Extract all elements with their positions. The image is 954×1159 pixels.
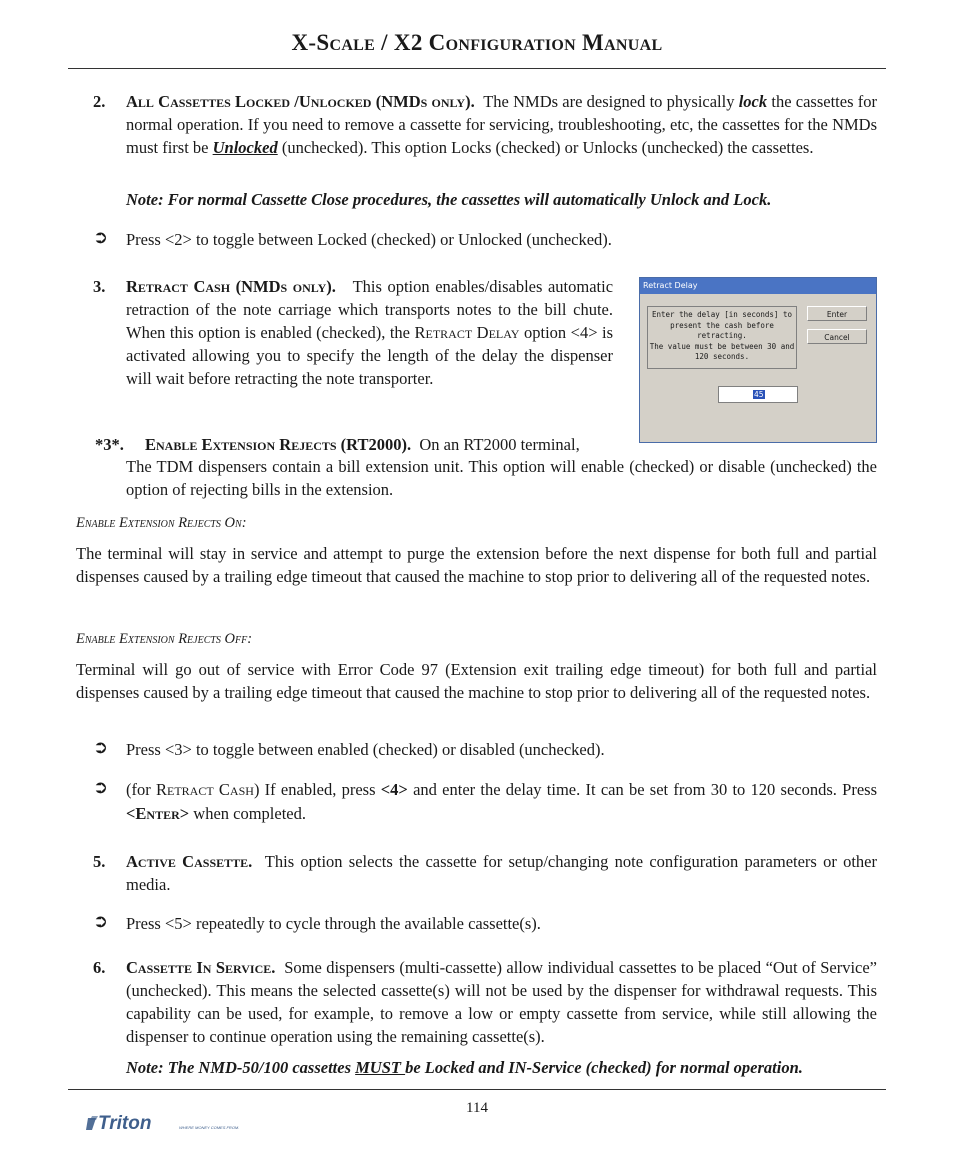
item-5-press: Press <5> repeatedly to cycle through the available cassette(s). (126, 914, 541, 933)
item-2-title: All Cassettes Locked /Unlocked (NMDs only). (126, 92, 475, 111)
dialog-cancel-button[interactable]: Cancel (807, 329, 867, 344)
item-2-press: Press <2> to toggle between Locked (checked) or Unlocked (unchecked). (126, 230, 612, 249)
retract-press-pre: (for (126, 780, 156, 799)
item-3b-title: Enable Extension Rejects (RT2000). (145, 435, 412, 454)
item-5-number: 5. (93, 852, 106, 871)
retract-delay-dialog (639, 277, 877, 443)
item-3-title: Retract Cash (NMDs only). (126, 277, 336, 296)
item-2-text-b: the cassettes for normal operation. If you need to remove a cassette for servicing, troubleshooting, etc, the cassettes for the NMDs must first be (126, 92, 877, 157)
retract-press-retract-cash: Retract Cash (156, 780, 254, 799)
item-2-text-c: (unchecked). This option Locks (checked) or Unlocks (unchecked) the cassettes. (277, 138, 814, 157)
item-3-text-a: This option enables/disables automatic retraction of the note carriage which transports notes to the bill chute. When this option is enabled (checked), the (126, 277, 614, 342)
retract-press-key4: <4> (380, 780, 408, 799)
retract-press-text (126, 778, 877, 826)
item-6-must: MUST (355, 1058, 406, 1077)
item-2-text-a: The NMDs are designed to physically (483, 92, 739, 111)
dialog-prompt-line: Enter the delay [in seconds] to (652, 310, 792, 319)
logo-tagline: WHERE MONEY COMES FROM. (179, 1125, 240, 1130)
ext-off-text: Terminal will go out of service with Error Code 97 (Extension exit trailing edge timeout) for both full and partial dispenses caused by a trailing edge timeout that caused the machine to stop prior to delivering all of the requested notes. (76, 660, 877, 702)
arrow-bullet-icon: ➲ (93, 777, 109, 798)
delay-input[interactable] (718, 386, 798, 403)
ext-on-heading: Enable Extension Rejects On: (76, 515, 247, 531)
item-5-paragraph (126, 850, 877, 896)
arrow-bullet-icon: ➲ (93, 911, 109, 932)
triton-logo (86, 1112, 256, 1136)
item-6-text: Some dispensers (multi-cassette) allow individual cassettes to be placed “Out of Service” (unchecked). This means the selected cassette(s) will not be used by the dispenser for withdrawal requests. This capability can be used, for example, to remove a low or empty cassette from service, while still allowing the dispenser to continue operation using the remaining cassette(s). (126, 958, 877, 1046)
item-3b-text: The TDM dispensers contain a bill extension unit. This option will enable (checked) or disable (unchecked) the option of rejecting bills in the extension. (126, 457, 877, 499)
item-2-number: 2. (93, 92, 106, 111)
arrow-bullet-icon: ➲ (93, 737, 109, 758)
dialog-prompt-line: present the cash before retracting. (670, 320, 774, 340)
item-3-text-b: option <4> is activated allowing you to specify the length of the delay the dispenser will wait before retracting the note transporter. (126, 323, 614, 388)
item-6-number: 6. (93, 958, 106, 977)
item-2-paragraph (126, 90, 877, 159)
dialog-prompt-line: The value must be between 30 and (649, 341, 795, 351)
page-number: 114 (466, 1100, 488, 1116)
dialog-enter-button[interactable]: Enter (807, 306, 867, 321)
delay-input-value: 45 (754, 390, 764, 399)
item-3b-heading-line (145, 433, 615, 456)
item-6-title: Cassette In Service. (126, 958, 276, 977)
retract-press-post: and enter the delay time. It can be set from 30 to 120 seconds. Press (407, 780, 878, 799)
dialog-prompt (647, 306, 797, 369)
page-header-title: X-Scale / X2 Configuration Manual (291, 30, 663, 55)
item-3b-text-a: On an RT2000 terminal, (419, 435, 580, 454)
footer-rule (68, 1089, 886, 1090)
item-3-retract-delay: Retract Delay (414, 323, 520, 342)
dialog-prompt-line: 120 seconds. (694, 352, 750, 361)
ext-on-text: The terminal will stay in service and attempt to purge the extension before the next dispense for both full and partial dispenses caused by a trailing edge timeout that caused the machine to stop prior to delivering all of the requested notes. (76, 544, 877, 586)
item-5-title: Active Cassette. (126, 852, 253, 871)
retract-press-end: when completed. (189, 804, 306, 823)
item-6-note-b: be Locked and IN-Service (checked) for normal operation. (405, 1058, 803, 1077)
item-3-number: 3. (93, 277, 106, 296)
item-6-note-a: Note: The NMD-50/100 cassettes (126, 1058, 356, 1077)
item-2-note: Note: For normal Cassette Close procedures, the cassettes will automatically Unlock and Lock. (126, 190, 772, 209)
retract-press-enter-key: <Enter> (126, 804, 190, 823)
dialog-titlebar: Retract Delay (640, 278, 876, 294)
retract-press-mid: ) If enabled, press (253, 780, 381, 799)
header-rule (68, 68, 886, 69)
item-2-lock: lock (738, 92, 768, 111)
logo-wordmark: Triton (98, 1113, 152, 1134)
item-3b-number: *3*. (95, 435, 124, 454)
item-6-paragraph (126, 956, 877, 1048)
arrow-bullet-icon: ➲ (93, 227, 109, 248)
item-3-paragraph (126, 275, 613, 390)
item-6-note (126, 1056, 886, 1079)
press-3-text: Press <3> to toggle between enabled (checked) or disabled (unchecked). (126, 740, 605, 759)
item-5-text: This option selects the cassette for setup/changing note configuration parameters or other media. (126, 852, 878, 894)
item-2-unlocked: Unlocked (212, 138, 278, 157)
ext-off-heading: Enable Extension Rejects Off: (76, 631, 253, 647)
